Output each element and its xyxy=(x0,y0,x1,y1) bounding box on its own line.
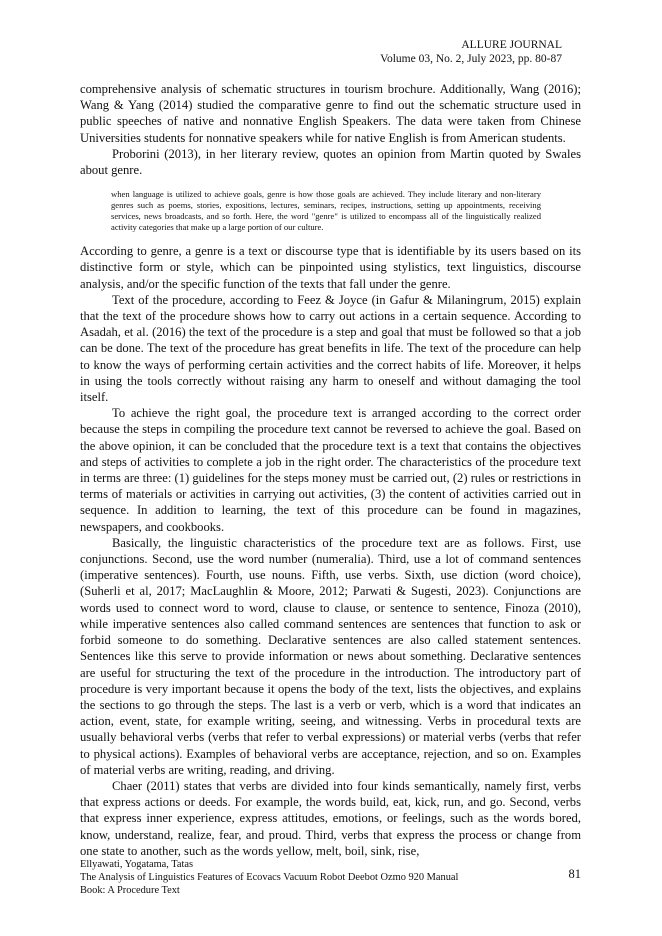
running-header xyxy=(380,38,562,66)
paragraph-1: comprehensive analysis of schematic structures in tourism brochure. Additionally, Wang (2016); Wang & Yang (2014) studied the comparative genre to find out the schematic structure used in public speeches of native and nonnative English Speakers. The data were taken from Chinese Universities students for nonnative speakers while for native English is from American students. xyxy=(80,82,581,145)
page-number: 81 xyxy=(568,867,581,881)
volume-info: Volume 03, No. 2, July 2023, pp. 80-87 xyxy=(380,53,562,65)
block-quote: when language is utilized to achieve goals, genre is how those goals are achieved. They include literary and non-literary genres such as poems, stories, expositions, lectures, seminars, recipes, instructions, setting up appointments, receiving services, news broadcasts, and so forth. Here, the word "genre" is utilized to encompass all of the linguistically realized activity categories that make up a large portion of our culture. xyxy=(111,189,541,233)
paragraph-2: Proborini (2013), in her literary review, quotes an opinion from Martin quoted by Swales about genre. xyxy=(80,146,581,178)
paragraph-3: According to genre, a genre is a text or discourse type that is identifiable by its users based on its distinctive form or style, which can be pinpointed using stylistics, text linguistics, discourse analysis, and/or the specific function of the texts that fall under the genre. xyxy=(80,244,581,291)
paragraph-5: To achieve the right goal, the procedure text is arranged according to the correct order because the steps in compiling the procedure text cannot be reversed to achieve the goal. Based on the above opinion, it can be concluded that the procedure text is a text that contains the objectives and steps of activities to complete a job in the right order. The characteristics of the procedure text in terms are three: (1) guidelines for the steps money must be carried out, (2) rules or restrictions in terms of materials or activities in carrying out activities, (3) the content of activities carried out in sequence. In addition to learning, the text of this procedure can be found in magazines, newspapers, and cookbooks. xyxy=(80,406,581,534)
footer-title-line1: The Analysis of Linguistics Features of Ecovacs Vacuum Robot Deebot Ozmo 920 Manual xyxy=(80,872,459,883)
journal-name: ALLURE JOURNAL xyxy=(461,39,562,51)
paragraph-4: Text of the procedure, according to Feez & Joyce (in Gafur & Milaningrum, 2015) explain that the text of the procedure shows how to carry out actions in a certain sequence. According to Asadah, et al. (2016) the text of the procedure is a step and goal that must be followed so that a job can be done. The text of the procedure has great benefits in life. The text of the procedure can help to know the ways of performing certain activities and the correct habits of life. Moreover, it helps in using the tools correctly without raising any harm to oneself and without damaging the tool itself. xyxy=(80,292,581,405)
paragraph-6: Basically, the linguistic characteristics of the procedure text are as follows. First, use conjunctions. Second, use the word number (numeralia). Third, use a lot of command sentences (imperative sentences). Fourth, use nouns. Fifth, use verbs. Sixth, use diction (word choice), (Suherli et al, 2017; MacLaughlin & Moore, 2012; Parwati & Sugesti, 2023). Conjunctions are words used to connect word to word, clause to clause, or sentence to sentence, Finoza (2010), while imperative sentences also called command sentences are sentences that function to ask or forbid someone to do something. Declarative sentences are also called statement sentences. Sentences like this serve to provide information or news about something. Declarative sentences are useful for structuring the text of the procedure in the introduction. The introductory part of procedure is very important because it opens the body of the text, lists the objectives, and explains the sections to go through the steps. The last is a verb or verb, which is a word that indicates an action, event, state, for example writing, seeing, and witnessing. Verbs in procedural texts are usually behavioral verbs (verbs that refer to verbal expressions) or material verbs (verbs that refer to physical actions). Examples of behavioral verbs are acceptance, rejection, and so on. Examples of material verbs are writing, reading, and driving. xyxy=(80,535,581,777)
running-footer xyxy=(80,858,581,897)
footer-authors: Ellyawati, Yogatama, Tatas xyxy=(80,859,194,870)
article-body xyxy=(80,81,581,859)
paragraph-7: Chaer (2011) states that verbs are divided into four kinds semantically, namely first, verbs that express actions or deeds. For example, the words build, eat, kick, run, and go. Second, verbs that express inner experience, express attitudes, emotions, or feelings, such as the words bored, know, understand, realize, fear, and proud. Third, verbs that express the process or change from one state to another, such as the words yellow, melt, boil, sink, rise, xyxy=(80,778,581,858)
footer-title-line2: Book: A Procedure Text xyxy=(80,885,180,896)
